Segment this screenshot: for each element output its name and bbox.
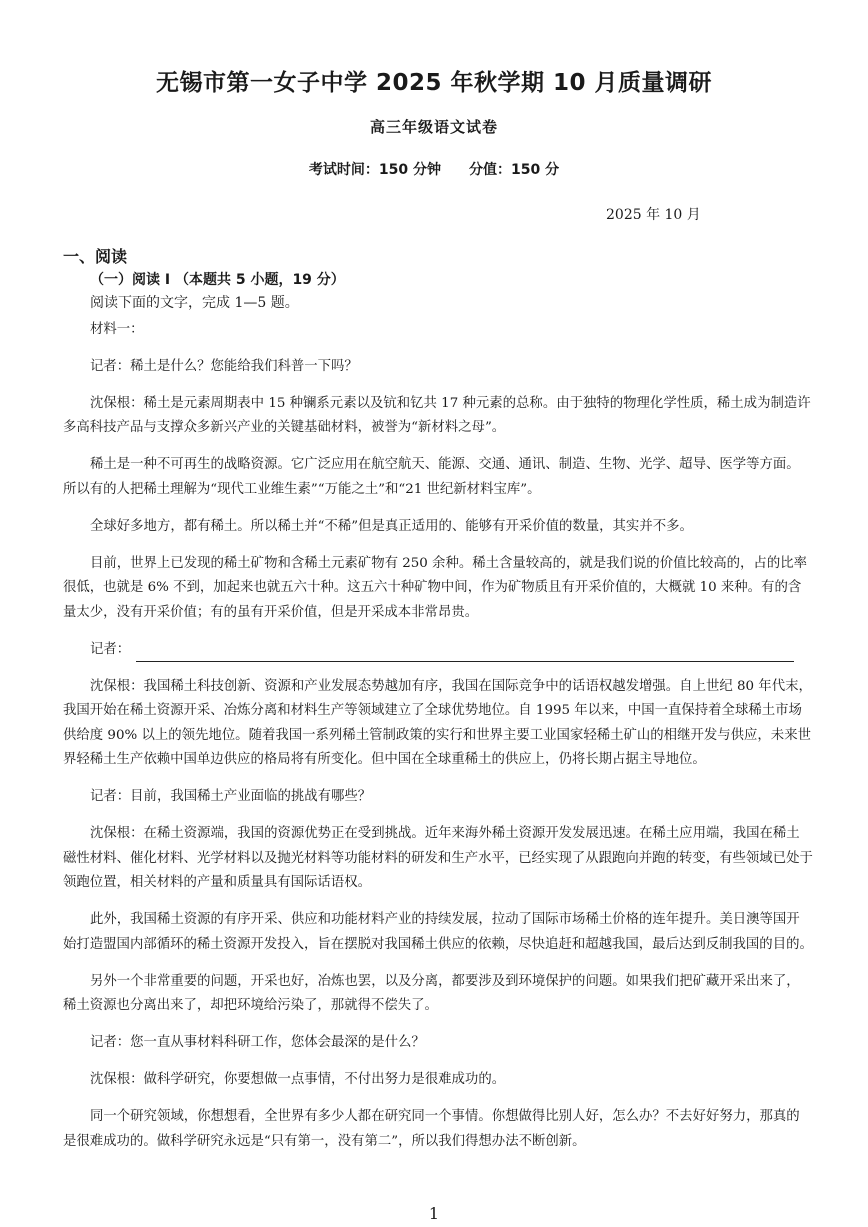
paragraph: 记者：稀土是什么？您能给我们科普一下吗？ bbox=[90, 358, 358, 374]
sub-heading: （一）阅读 I （本题共 5 小题，19 分） bbox=[90, 272, 345, 288]
paragraph: 沈保根：我国稀土科技创新、资源和产业发展态势越加有序，我国在国际竞争中的话语权越发增强。自上世纪 80 年代末，我国开始在稀土资源开采、冶炼分离和材料生产等领域建立了全球优势地位。自 1995 年以来，中国一直保持着全球稀土市场供给度 90% 以上的领先地位。随着我国一系列稀土管制政策的实行和世界主要工业国家轻稀土矿山的相继开发与供应，未来世界轻稀土生产依赖中国单边供应的格局将有所变化。但中国在全球重稀土的供应上，仍将长期占据主导地位。 bbox=[63, 678, 812, 767]
reporter-label: 记者： bbox=[90, 641, 131, 657]
exam-info bbox=[0, 159, 868, 179]
paragraph: 沈保根：在稀土资源端，我国的资源优势正在受到挑战。近年来海外稀土资源开发发展迅速。在稀土应用端，我国在稀土磁性材料、催化材料、光学材料以及抛光材料等功能材料的研发和生产水平，已经实现了从跟跑向并跑的转变，有些领域已处于领跑位置，相关材料的产量和质量具有国际话语权。 bbox=[63, 826, 813, 890]
answer-blank[interactable] bbox=[136, 643, 794, 662]
blank-question-line bbox=[63, 638, 813, 663]
paragraph: 同一个研究领域，你想想看，全世界有多少人都在研究同一个事情。你想做得比别人好，怎么办？不去好好努力，那真的是很难成功的。做科学研究永远是“只有第一，没有第二”，所以我们得想办法不断创新。 bbox=[63, 1109, 800, 1149]
exam-score: 分值：150 分 bbox=[469, 162, 560, 178]
paragraph: 沈保根：稀土是元素周期表中 15 种镧系元素以及钪和钇共 17 种元素的总称。由于独特的物理化学性质，稀土成为制造许多高科技产品与支撑众多新兴产业的关键基础材料，被誉为“新材料之母”。 bbox=[63, 395, 811, 435]
exam-title: 无锡市第一女子中学 2025 年秋学期 10 月质量调研 bbox=[155, 70, 713, 96]
paragraph: 沈保根：做科学研究，你要想做一点事情，不付出努力是很难成功的。 bbox=[90, 1072, 506, 1087]
exam-subtitle: 高三年级语文试卷 bbox=[369, 118, 498, 136]
paragraph: 目前，世界上已发现的稀土矿物和含稀土元素矿物有 250 余种。稀土含量较高的，就是我们说的价值比较高的，占的比率很低，也就是 6% 不到，加起来也就五六十种。这五六十种矿物中间，作为矿物质且有开采价值的，大概就 10 来种。有的含量太少，没有开采价值；有的虽有开采价值，但是开采成本非常昂贵。 bbox=[63, 555, 807, 620]
paragraph: 稀土是一种不可再生的战略资源。它广泛应用在航空航天、能源、交通、通讯、制造、生物、光学、超导、医学等方面。所以有的人把稀土理解为“现代工业维生素”“万能之土”和“21 世纪新材料宝库”。 bbox=[63, 457, 800, 497]
paragraph: 记者：目前，我国稀土产业面临的挑战有哪些？ bbox=[90, 789, 372, 804]
paragraph: 另外一个非常重要的问题，开采也好，冶炼也罢，以及分离，都要涉及到环境保护的问题。如果我们把矿藏开采出来了，稀土资源也分离出来了，却把环境给污染了，那就得不偿失了。 bbox=[63, 973, 800, 1013]
instruction-text: 阅读下面的文字，完成 1—5 题。 bbox=[90, 295, 299, 311]
paragraph: 记者：您一直从事材料科研工作，您体会最深的是什么？ bbox=[90, 1035, 425, 1050]
reading-material bbox=[63, 318, 813, 1167]
paragraph: 此外，我国稀土资源的有序开采、供应和功能材料产业的持续发展，拉动了国际市场稀土价格的连年提升。美日澳等国开始打造盟国内部循环的稀土资源开发投入，旨在摆脱对我国稀土供应的依赖，尽快追赶和超越我国，最后达到反制我国的目的。 bbox=[63, 912, 813, 952]
material-label: 材料一： bbox=[90, 322, 144, 337]
section-heading: 一、阅读 bbox=[63, 247, 128, 266]
exam-date: 2025 年 10 月 bbox=[606, 207, 701, 223]
paragraph: 全球好多地方，都有稀土。所以稀土并“不稀”但是真正适用的、能够有开采价值的数量，其实并不多。 bbox=[90, 518, 693, 534]
page-number: 1 bbox=[428, 1204, 440, 1223]
exam-time: 考试时间：150 分钟 bbox=[308, 162, 441, 178]
